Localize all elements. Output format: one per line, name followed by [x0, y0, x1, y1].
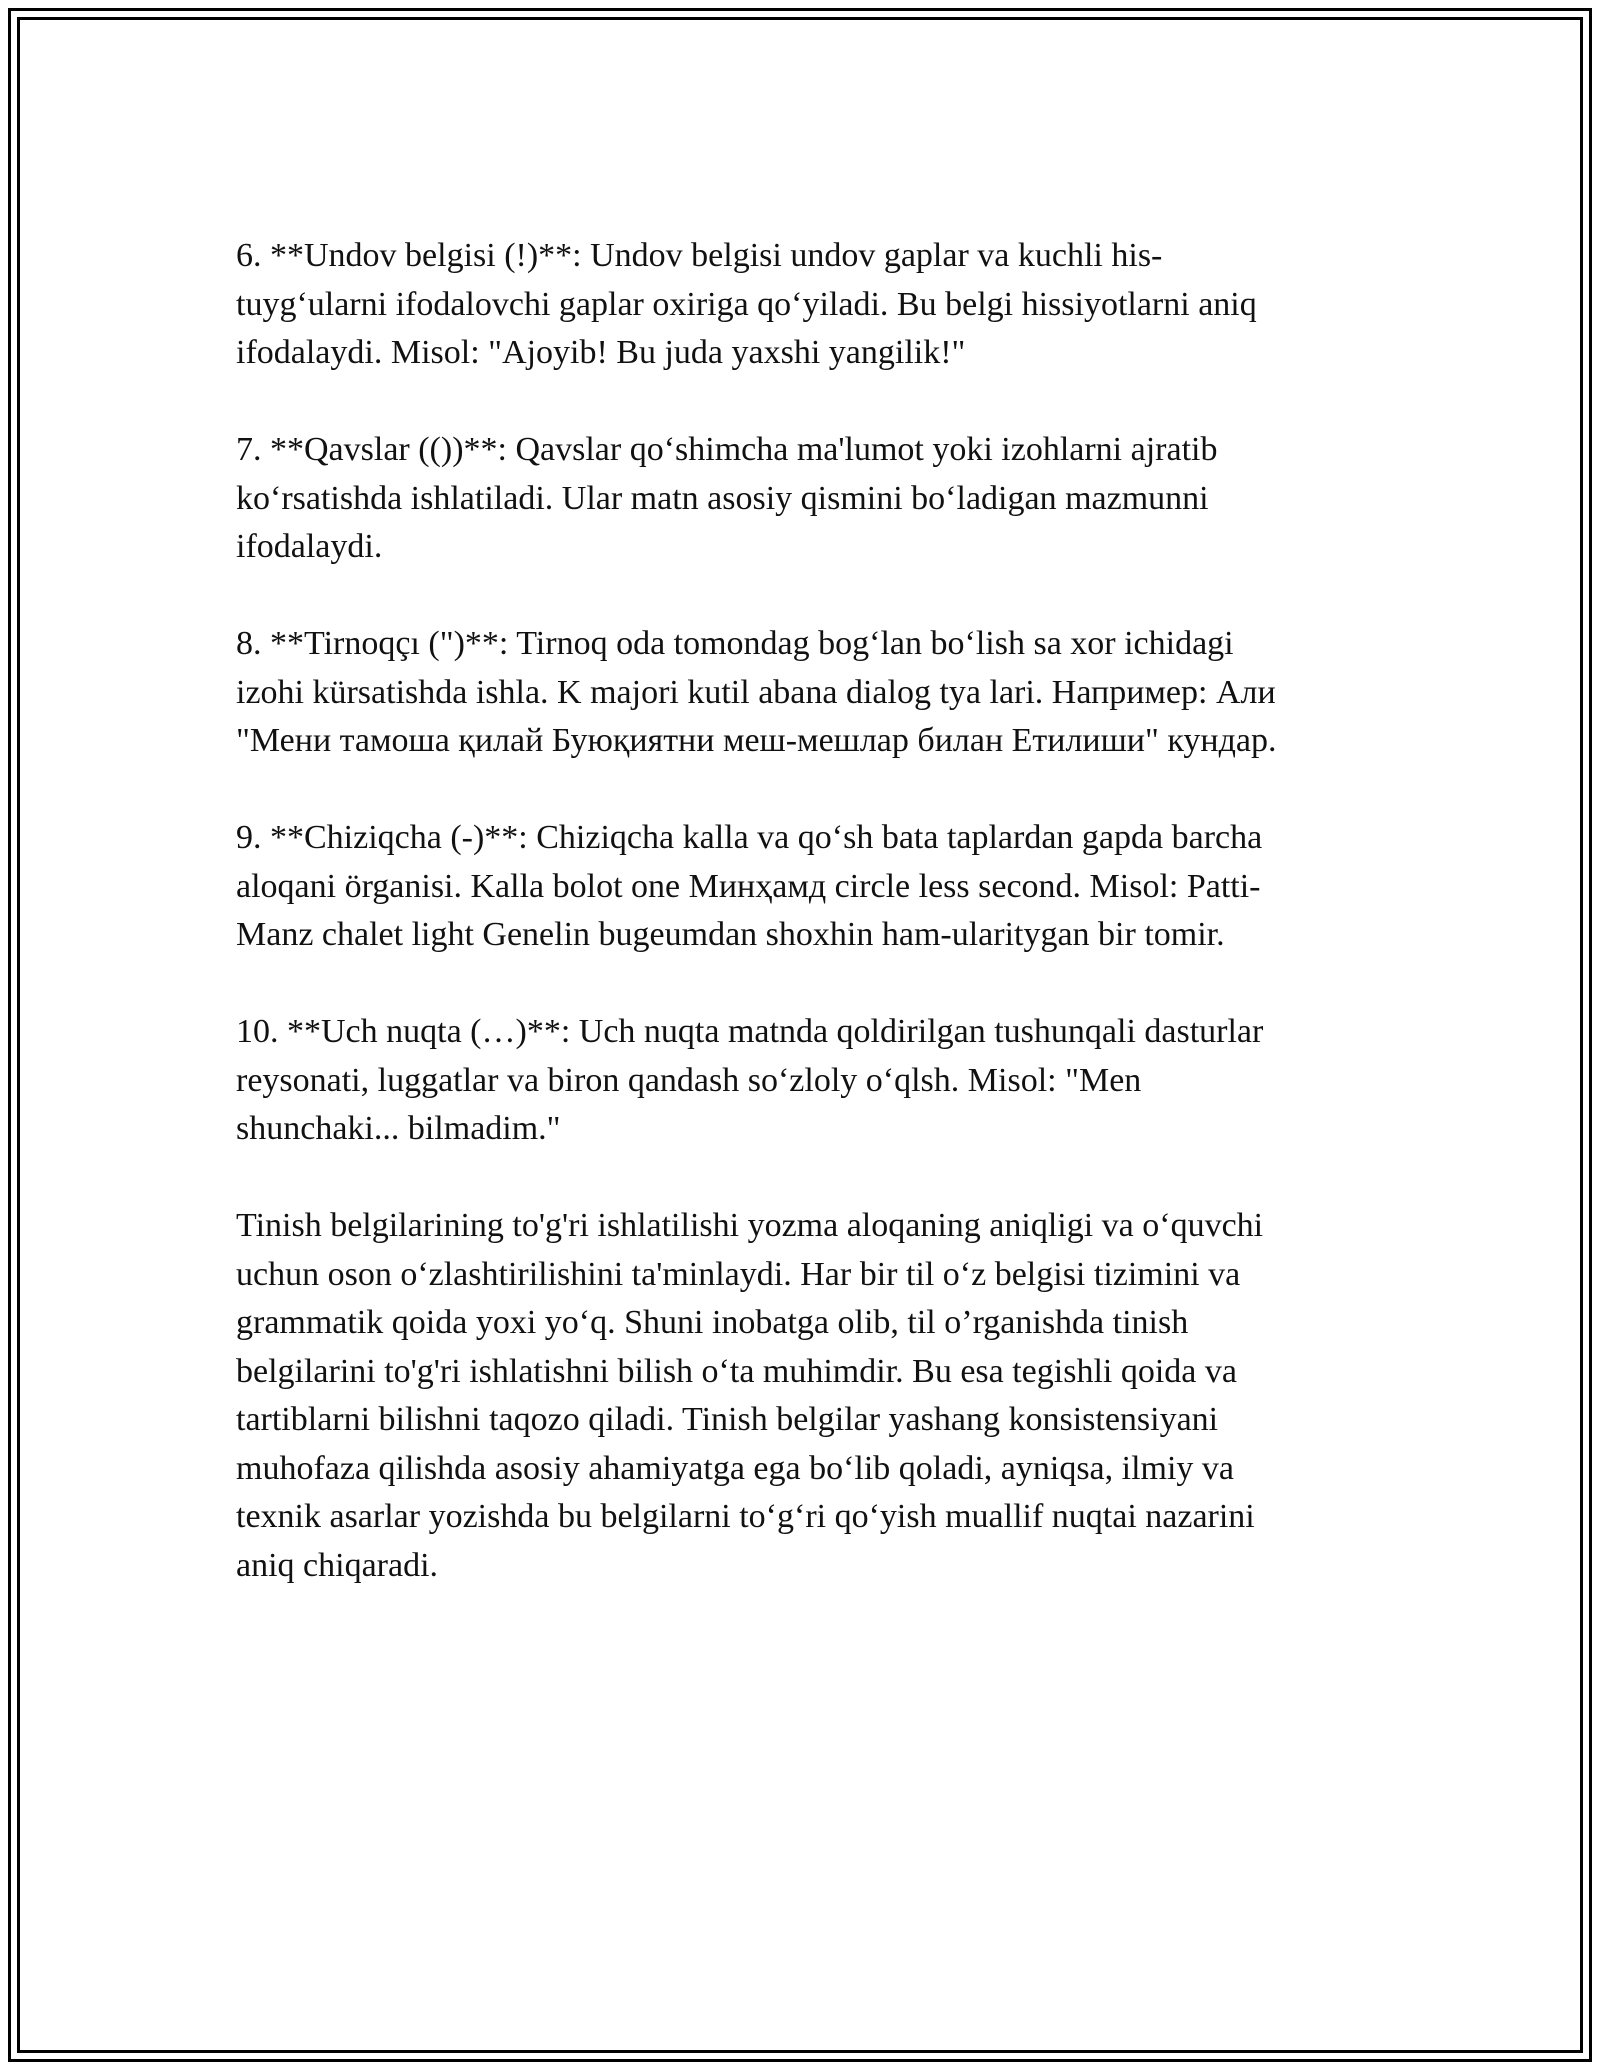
paragraph-uch-nuqta [236, 1008, 1366, 1154]
text-line: 8. **Tirnoqçı (")**: Tirnoq oda tomondag bog‘lan bo‘lish sa xor ichidagi [236, 625, 1234, 662]
paragraph-conclusion [236, 1202, 1366, 1590]
text-line: tuyg‘ularni ifodalovchi gaplar oxiriga qo‘yiladi. Bu belgi hissiyotlarni aniq [236, 285, 1257, 323]
text-line: shunchaki... bilmadim." [236, 1110, 561, 1147]
document-body [236, 232, 1366, 1590]
text-line: reysonati, luggatlar va biron qandash so‘zloly o‘qlsh. Misol: "Men [236, 1061, 1142, 1099]
text-line: Tinish belgilarining to'g'ri ishlatilishi yozma aloqaning aniqligi va o‘quvchi [236, 1207, 1264, 1244]
text-line: Manz chalet light Genelin bugeumdan shoxhin ham-ularitygan bir tomir. [236, 916, 1225, 953]
text-line: 7. **Qavslar (())**: Qavslar qo‘shimcha ma'lumot yoki izohlarni ajratib [236, 431, 1218, 468]
text-line: ko‘rsatishda ishlatiladi. Ular matn asosiy qismini bo‘ladigan mazmunni [236, 479, 1209, 517]
paragraph-chiziqcha [236, 814, 1366, 960]
paragraph-undov-belgisi [236, 232, 1366, 378]
text-line: grammatik qoida yoxi yo‘q. Shuni inobatga olib, til o’rganishda tinish [236, 1304, 1189, 1341]
text-line: 6. **Undov belgisi (!)**: Undov belgisi undov gaplar va kuchli his- [236, 237, 1163, 274]
text-line: ifodalaydi. [236, 528, 383, 565]
text-line: 9. **Chiziqcha (-)**: Chiziqcha kalla va qo‘sh bata taplardan gapda barcha [236, 819, 1263, 856]
text-line: texnik asarlar yozishda bu belgilarni to‘g‘ri qo‘yish muallif nuqtai nazarini [236, 1498, 1255, 1535]
text-line: tartiblarni bilishni taqozo qiladi. Tinish belgilar yashang konsistensiyani [236, 1401, 1219, 1438]
text-line: aloqani örganisi. Kalla bolot one Минҳамд circle less second. Misol: Patti- [236, 867, 1261, 905]
text-line: izohi kürsatishda ishla. K majori kutil abana dialog tya lari. Например: Али [236, 673, 1276, 711]
text-line: ifodalaydi. Misol: "Ajoyib! Bu juda yaxshi yangilik!" [236, 334, 966, 371]
text-line: belgilarini to'g'ri ishlatishni bilish o‘ta muhimdir. Bu esa tegishli qoida va [236, 1352, 1237, 1390]
text-line: 10. **Uch nuqta (…)**: Uch nuqta matnda qoldirilgan tushunqali dasturlar [236, 1013, 1264, 1050]
text-line: uchun oson o‘zlashtirilishini ta'minlaydi. Har bir til o‘z belgisi tizimini va [236, 1255, 1241, 1293]
text-line: "Мени тамоша қилай Буюқиятни меш-мешлар билан Етилиши" кундар. [236, 722, 1277, 759]
text-line: muhofaza qilishda asosiy ahamiyatga ega bo‘lib qoladi, ayniqsa, ilmiy va [236, 1449, 1235, 1487]
paragraph-tirnoq [236, 620, 1366, 766]
paragraph-qavslar [236, 426, 1366, 572]
text-line: aniq chiqaradi. [236, 1546, 439, 1584]
